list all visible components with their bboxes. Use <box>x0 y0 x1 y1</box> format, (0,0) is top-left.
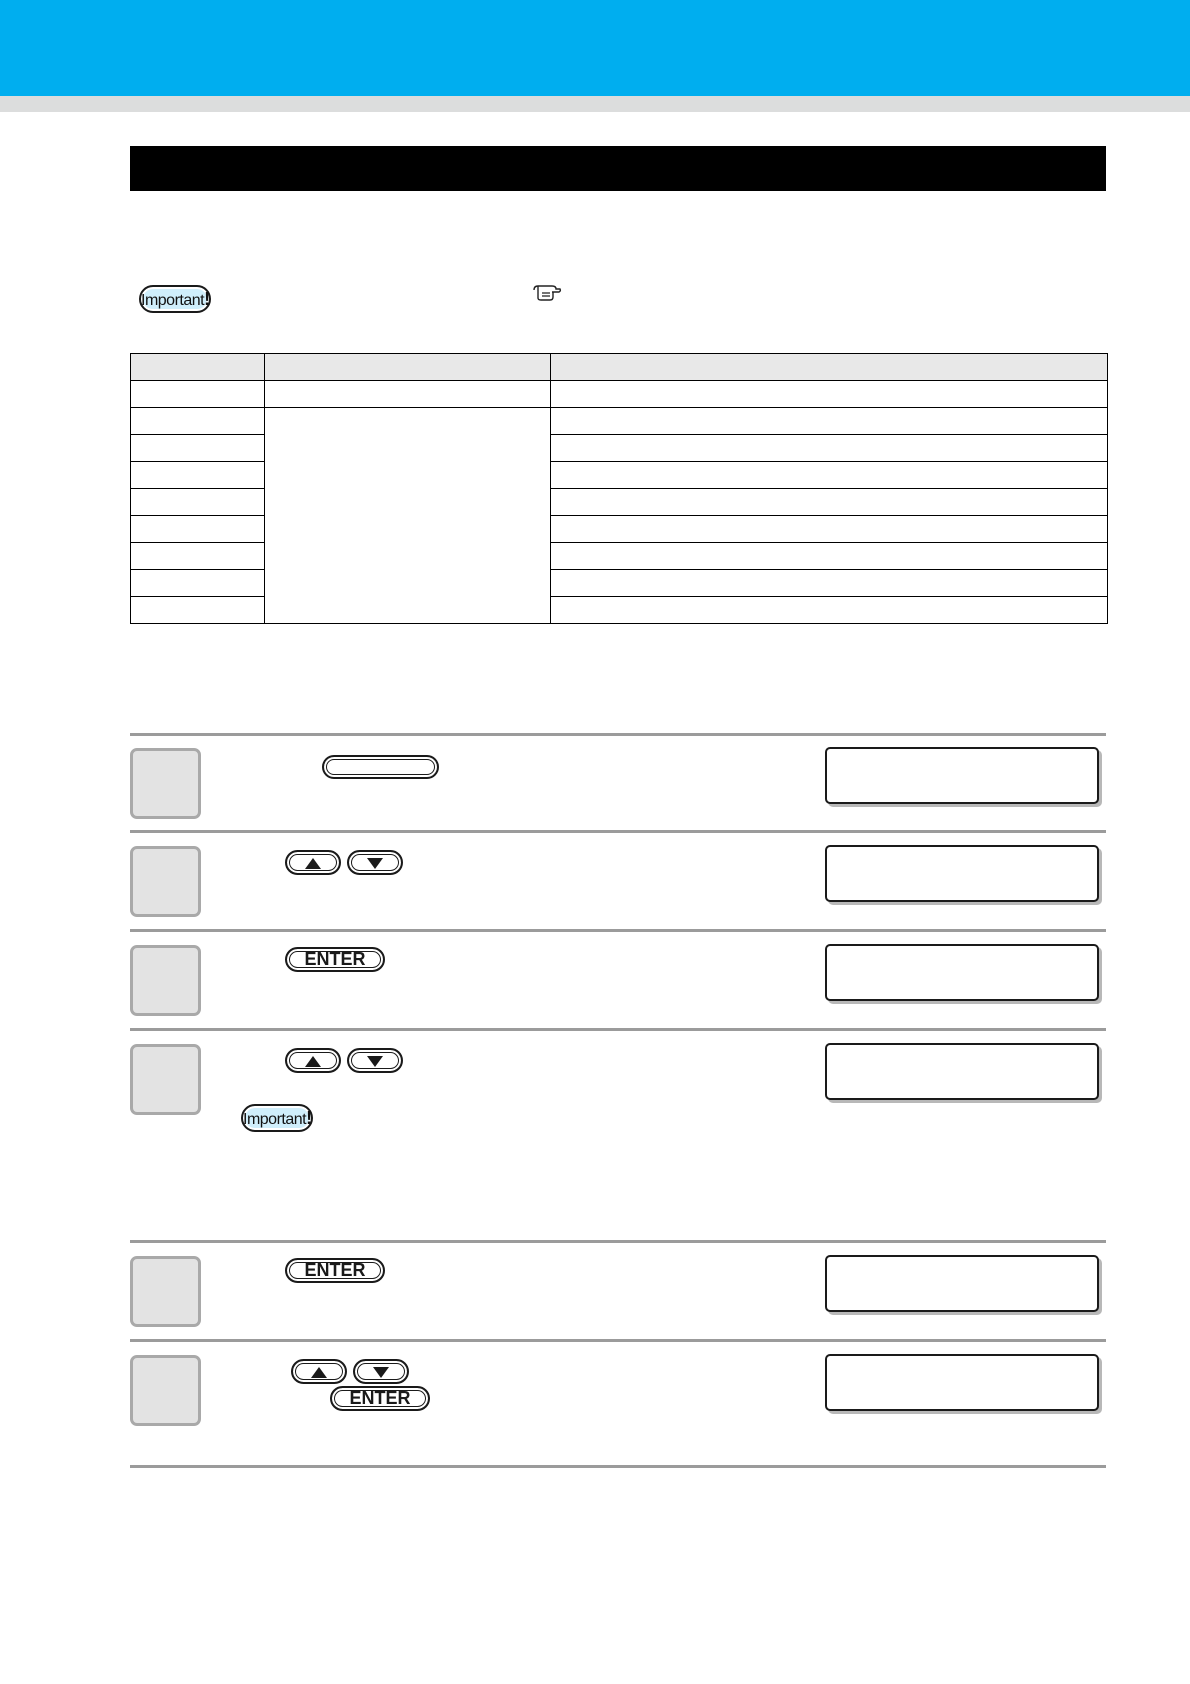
up-arrow-key[interactable] <box>285 1048 341 1073</box>
important-bang: ! <box>306 1108 312 1128</box>
table-header-row <box>131 354 1108 381</box>
important-bang: ! <box>204 289 210 309</box>
enter-key[interactable]: ENTER <box>285 947 385 972</box>
table-cell <box>264 381 550 408</box>
table-cell <box>550 408 1107 435</box>
table-header-cell <box>264 354 550 381</box>
enter-key[interactable]: ENTER <box>330 1386 430 1411</box>
lcd-display <box>825 747 1099 804</box>
step-divider <box>130 733 1106 736</box>
steps-end-divider <box>130 1465 1106 1468</box>
up-arrow-key[interactable] <box>291 1359 347 1384</box>
down-arrow-icon <box>373 1367 389 1378</box>
down-arrow-icon <box>367 858 383 869</box>
step-number-box <box>130 1355 201 1426</box>
table-cell <box>131 543 265 570</box>
lcd-display <box>825 1354 1099 1411</box>
up-arrow-icon <box>311 1367 327 1378</box>
enter-key[interactable]: ENTER <box>285 1258 385 1283</box>
lcd-display <box>825 1043 1099 1100</box>
step-number-box <box>130 1044 201 1115</box>
table-cell-merged <box>264 408 550 624</box>
lcd-display <box>825 1255 1099 1312</box>
important-label: Important <box>243 1111 307 1128</box>
lcd-display <box>825 944 1099 1001</box>
header-sub-band <box>0 96 1190 112</box>
down-arrow-icon <box>367 1056 383 1067</box>
up-arrow-key[interactable] <box>285 850 341 875</box>
down-arrow-key[interactable] <box>347 1048 403 1073</box>
table-cell <box>131 489 265 516</box>
lcd-display <box>825 845 1099 902</box>
step-divider <box>130 929 1106 932</box>
down-arrow-key[interactable] <box>347 850 403 875</box>
table-cell <box>550 462 1107 489</box>
step-divider <box>130 830 1106 833</box>
table-cell <box>550 516 1107 543</box>
section-title-bar <box>130 146 1106 191</box>
table-cell <box>131 435 265 462</box>
table-cell <box>131 381 265 408</box>
table-cell <box>131 408 265 435</box>
reference-hand-icon <box>532 284 562 302</box>
table-row <box>131 381 1108 408</box>
table-header-cell <box>131 354 265 381</box>
important-icon <box>241 1104 313 1132</box>
up-arrow-icon <box>305 858 321 869</box>
up-arrow-icon <box>305 1056 321 1067</box>
settings-table <box>130 353 1108 624</box>
step-divider <box>130 1240 1106 1243</box>
table-row <box>131 408 1108 435</box>
down-arrow-key[interactable] <box>353 1359 409 1384</box>
header-band <box>0 0 1190 96</box>
table-cell <box>550 543 1107 570</box>
step-number-box <box>130 945 201 1016</box>
step-number-box <box>130 748 201 819</box>
important-label: Important <box>141 292 205 309</box>
table-cell <box>131 462 265 489</box>
step-divider <box>130 1339 1106 1342</box>
step-number-box <box>130 1256 201 1327</box>
function-key-button[interactable] <box>322 755 439 779</box>
step-divider <box>130 1028 1106 1031</box>
table-header-cell <box>550 354 1107 381</box>
table-cell <box>131 516 265 543</box>
step-number-box <box>130 846 201 917</box>
table-cell <box>550 489 1107 516</box>
important-icon <box>139 285 211 313</box>
table-cell <box>550 381 1107 408</box>
table-cell <box>131 570 265 597</box>
table-cell <box>131 597 265 624</box>
table-cell <box>550 597 1107 624</box>
table-cell <box>550 435 1107 462</box>
table-cell <box>550 570 1107 597</box>
